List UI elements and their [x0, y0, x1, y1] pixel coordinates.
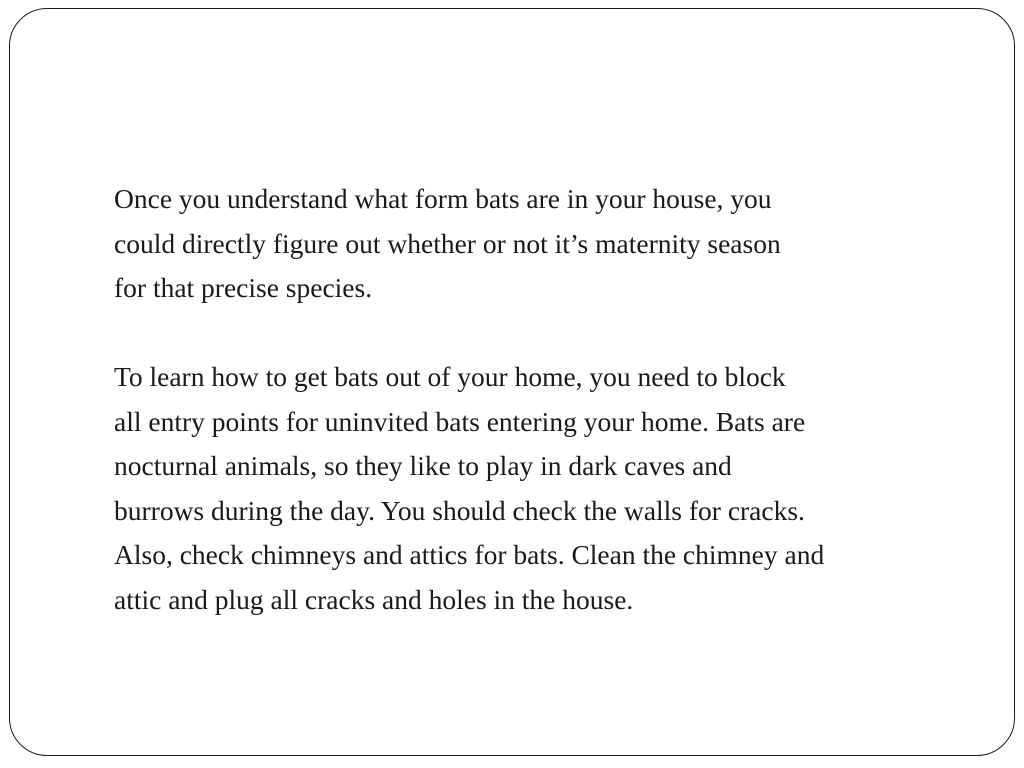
slide-body: [114, 177, 974, 622]
paragraph-bat-removal: To learn how to get bats out of your home, you need to block all entry points for uninvited bats entering your home. Bats are nocturnal animals, so they like to play in dark caves and burrows during the day. You should check the walls for cracks. Also, check chimneys and attics for bats. Clean the chimney and attic and plug all cracks and holes in the house.: [114, 361, 825, 615]
paragraph-bats-maternity-season: Once you understand what form bats are in your house, you could directly figure out whether or not it’s maternity season for that precise species.: [114, 183, 781, 303]
slide-frame: [9, 8, 1015, 756]
